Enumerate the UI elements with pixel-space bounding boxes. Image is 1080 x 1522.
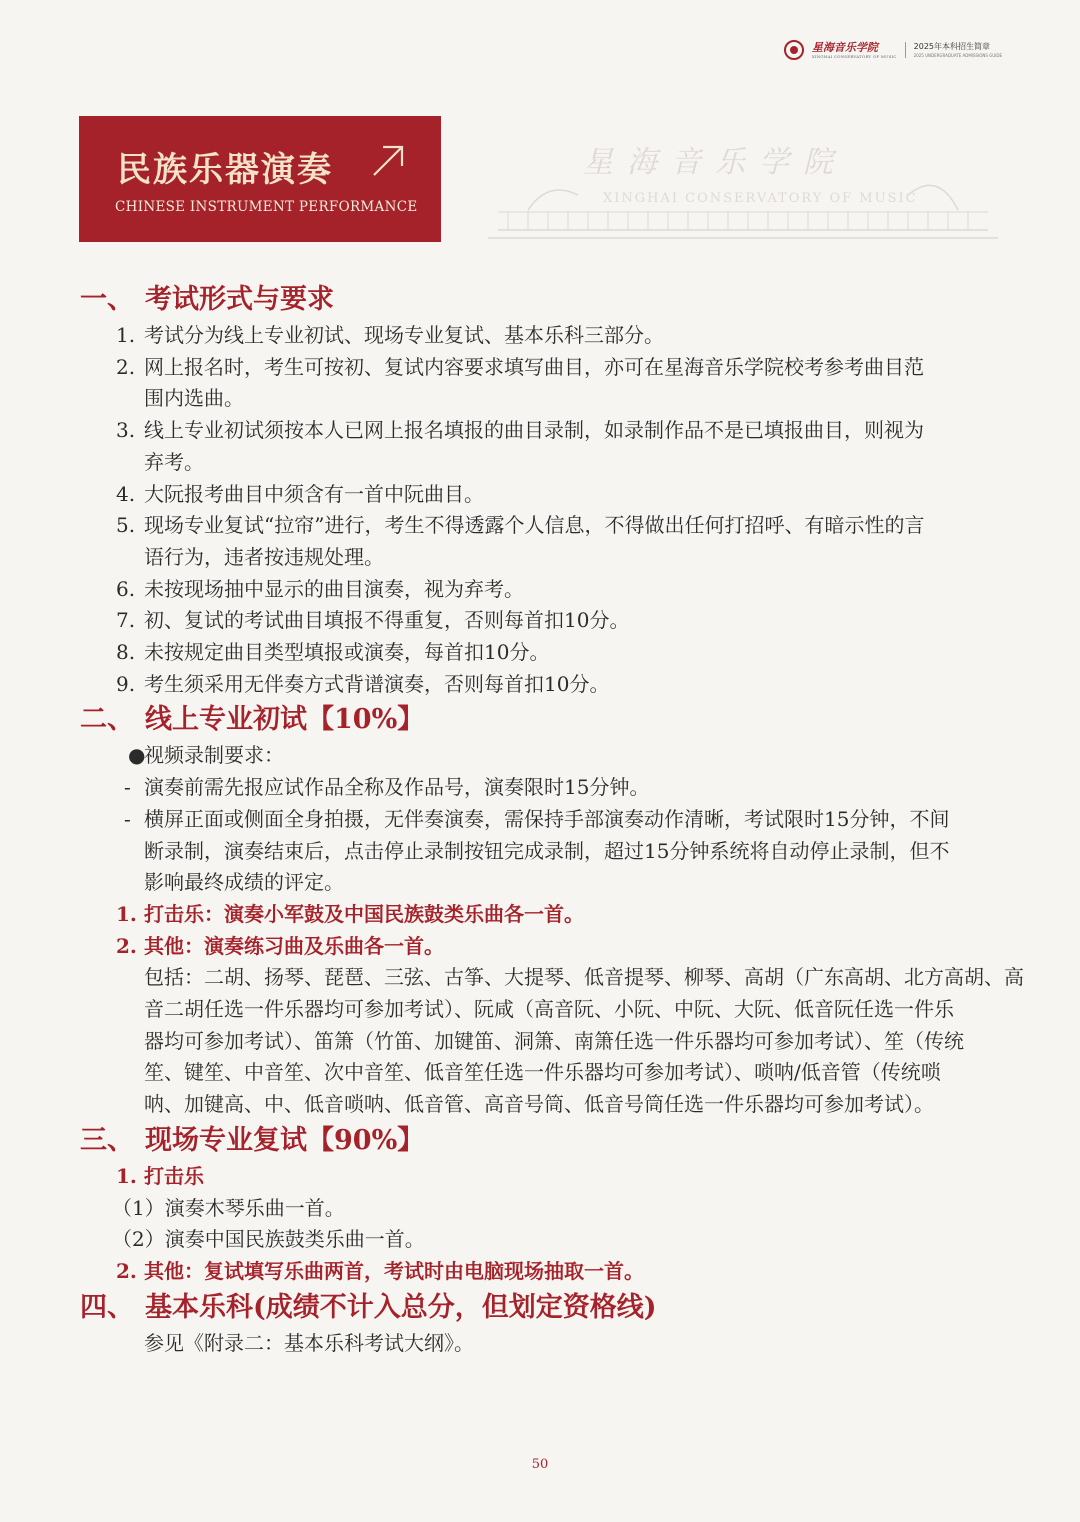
header-divider — [905, 42, 906, 58]
sub-item: （1）演奏木琴乐曲一首。 — [112, 1195, 345, 1220]
campus-watermark — [488, 140, 998, 246]
list-item: 6. 未按现场抽中显示的曲目演奏，视为弃考。 — [116, 576, 524, 601]
section-title: 基本乐科(成绩不计入总分，但划定资格线) — [145, 1291, 657, 1323]
dash-icon: - — [124, 806, 131, 831]
list-item: 9. 考生须采用无伴奏方式背谱演奏，否则每首扣10分。 — [116, 671, 610, 696]
highlight-item: 2. 其他：复试填写乐曲两首，考试时由电脑现场抽取一首。 — [116, 1258, 644, 1283]
instrument-list: 笙、键笙、中音笙、次中音笙、低音笙任选一件乐器均可参加考试）、唢呐/低音管（传统唢 — [144, 1060, 941, 1085]
header-title: 2025年本科招生简章 — [913, 41, 990, 51]
highlight-item: 2. 其他：演奏练习曲及乐曲各一首。 — [116, 933, 444, 958]
banner-subtitle: CHINESE INSTRUMENT PERFORMANCE — [115, 199, 418, 215]
dash-item-continuation: 影响最终成绩的评定。 — [144, 870, 344, 895]
section-heading-4 — [80, 1288, 1000, 1328]
watermark-cn: 星海音乐学院 — [583, 145, 847, 180]
section-number: 二、 — [80, 704, 134, 736]
dash-item: - 横屏正面或侧面全身拍摄，无伴奏演奏，需保持手部演奏动作清晰，考试限时15分钟，不间 — [80, 804, 1000, 836]
arrow-up-right-icon — [371, 144, 405, 178]
section-number: 四、 — [80, 1291, 134, 1323]
list-item: 3. 线上专业初试须按本人已网上报名填报的曲目录制，如录制作品不是已填报曲目，则视为 — [116, 418, 924, 443]
banner-title: 民族乐器演奏 — [117, 150, 333, 190]
list-item-continuation: 弃考。 — [144, 449, 204, 474]
section-heading-1 — [80, 280, 1000, 320]
section-title: 线上专业初试【10%】 — [145, 704, 425, 736]
section-banner — [79, 116, 441, 242]
list-item: 7. 初、复试的考试曲目填报不得重复，否则每首扣10分。 — [116, 608, 630, 633]
instrument-list: 呐、加键高、中、低音唢呐、低音管、高音号筒、低音号筒任选一件乐器均可参加考试）。 — [144, 1092, 934, 1117]
school-seal-icon — [784, 40, 804, 60]
instrument-list: 器均可参加考试）、笛箫（竹笛、加键笛、洞箫、南箫任选一件乐器均可参加考试）、笙（传统 — [144, 1028, 964, 1053]
section-heading-2 — [80, 700, 1000, 740]
instrument-list: 音二胡任选一件乐器均可参加考试）、阮咸（高音阮、小阮、中阮、大阮、低音阮任选一件乐 — [144, 997, 954, 1022]
section-title: 现场专业复试【90%】 — [145, 1124, 425, 1156]
watermark-en: XINGHAI CONSERVATORY OF MUSIC — [603, 191, 918, 206]
sub-item: （2）演奏中国民族鼓类乐曲一首。 — [112, 1227, 425, 1252]
school-name-en: XINGHAI CONSERVATORY OF MUSIC — [811, 53, 897, 59]
list-item: 2. 网上报名时，考生可按初、复试内容要求填写曲目，亦可在星海音乐学院校考参考曲目范 — [116, 354, 924, 379]
list-item-continuation: 围内选曲。 — [144, 386, 244, 411]
list-item: 8. 未按规定曲目类型填报或演奏，每首扣10分。 — [116, 640, 550, 665]
highlight-item: 1. 打击乐：演奏小军鼓及中国民族鼓类乐曲各一首。 — [116, 901, 584, 926]
list-item-continuation: 语行为，违者按违规处理。 — [144, 544, 384, 569]
highlight-item: 1. 打击乐 — [116, 1163, 204, 1188]
header-logo — [784, 40, 1002, 60]
section-number: 三、 — [80, 1124, 134, 1156]
dash-icon: - — [124, 775, 131, 800]
appendix-reference: 参见《附录二：基本乐科考试大纲》。 — [144, 1330, 474, 1355]
header-subtitle: 2025 UNDERGRADUATE ADMISSIONS GUIDE — [913, 52, 1002, 58]
dash-item-continuation: 断录制，演奏结束后，点击停止录制按钮完成录制，超过15分钟系统将自动停止录制，但不 — [144, 838, 950, 863]
list-item: 5. 现场专业复试“拉帘”进行，考生不得透露个人信息，不得做出任何打招呼、有暗示性的言 — [116, 513, 925, 538]
bullet-icon: ● — [128, 743, 146, 768]
main-content — [80, 280, 1024, 1359]
section-number: 一、 — [80, 284, 134, 315]
school-name: 星海音乐学院 — [811, 40, 878, 54]
page-number: 50 — [531, 1457, 549, 1472]
bullet-item: ● 视频录制要求： — [80, 740, 1000, 772]
list-item: 1. 考试分为线上专业初试、现场专业复试、基本乐科三部分。 — [116, 323, 664, 347]
section-heading-3 — [80, 1121, 1000, 1161]
list-item: 4. 大阮报考曲目中须含有一首中阮曲目。 — [116, 481, 484, 506]
instrument-list: 包括：二胡、扬琴、琵琶、三弦、古筝、大提琴、低音提琴、柳琴、高胡（广东高胡、北方高胡、高 — [144, 965, 1024, 990]
section-title: 考试形式与要求 — [145, 284, 334, 315]
dash-item: - 演奏前需先报应试作品全称及作品号，演奏限时15分钟。 — [80, 772, 1000, 804]
